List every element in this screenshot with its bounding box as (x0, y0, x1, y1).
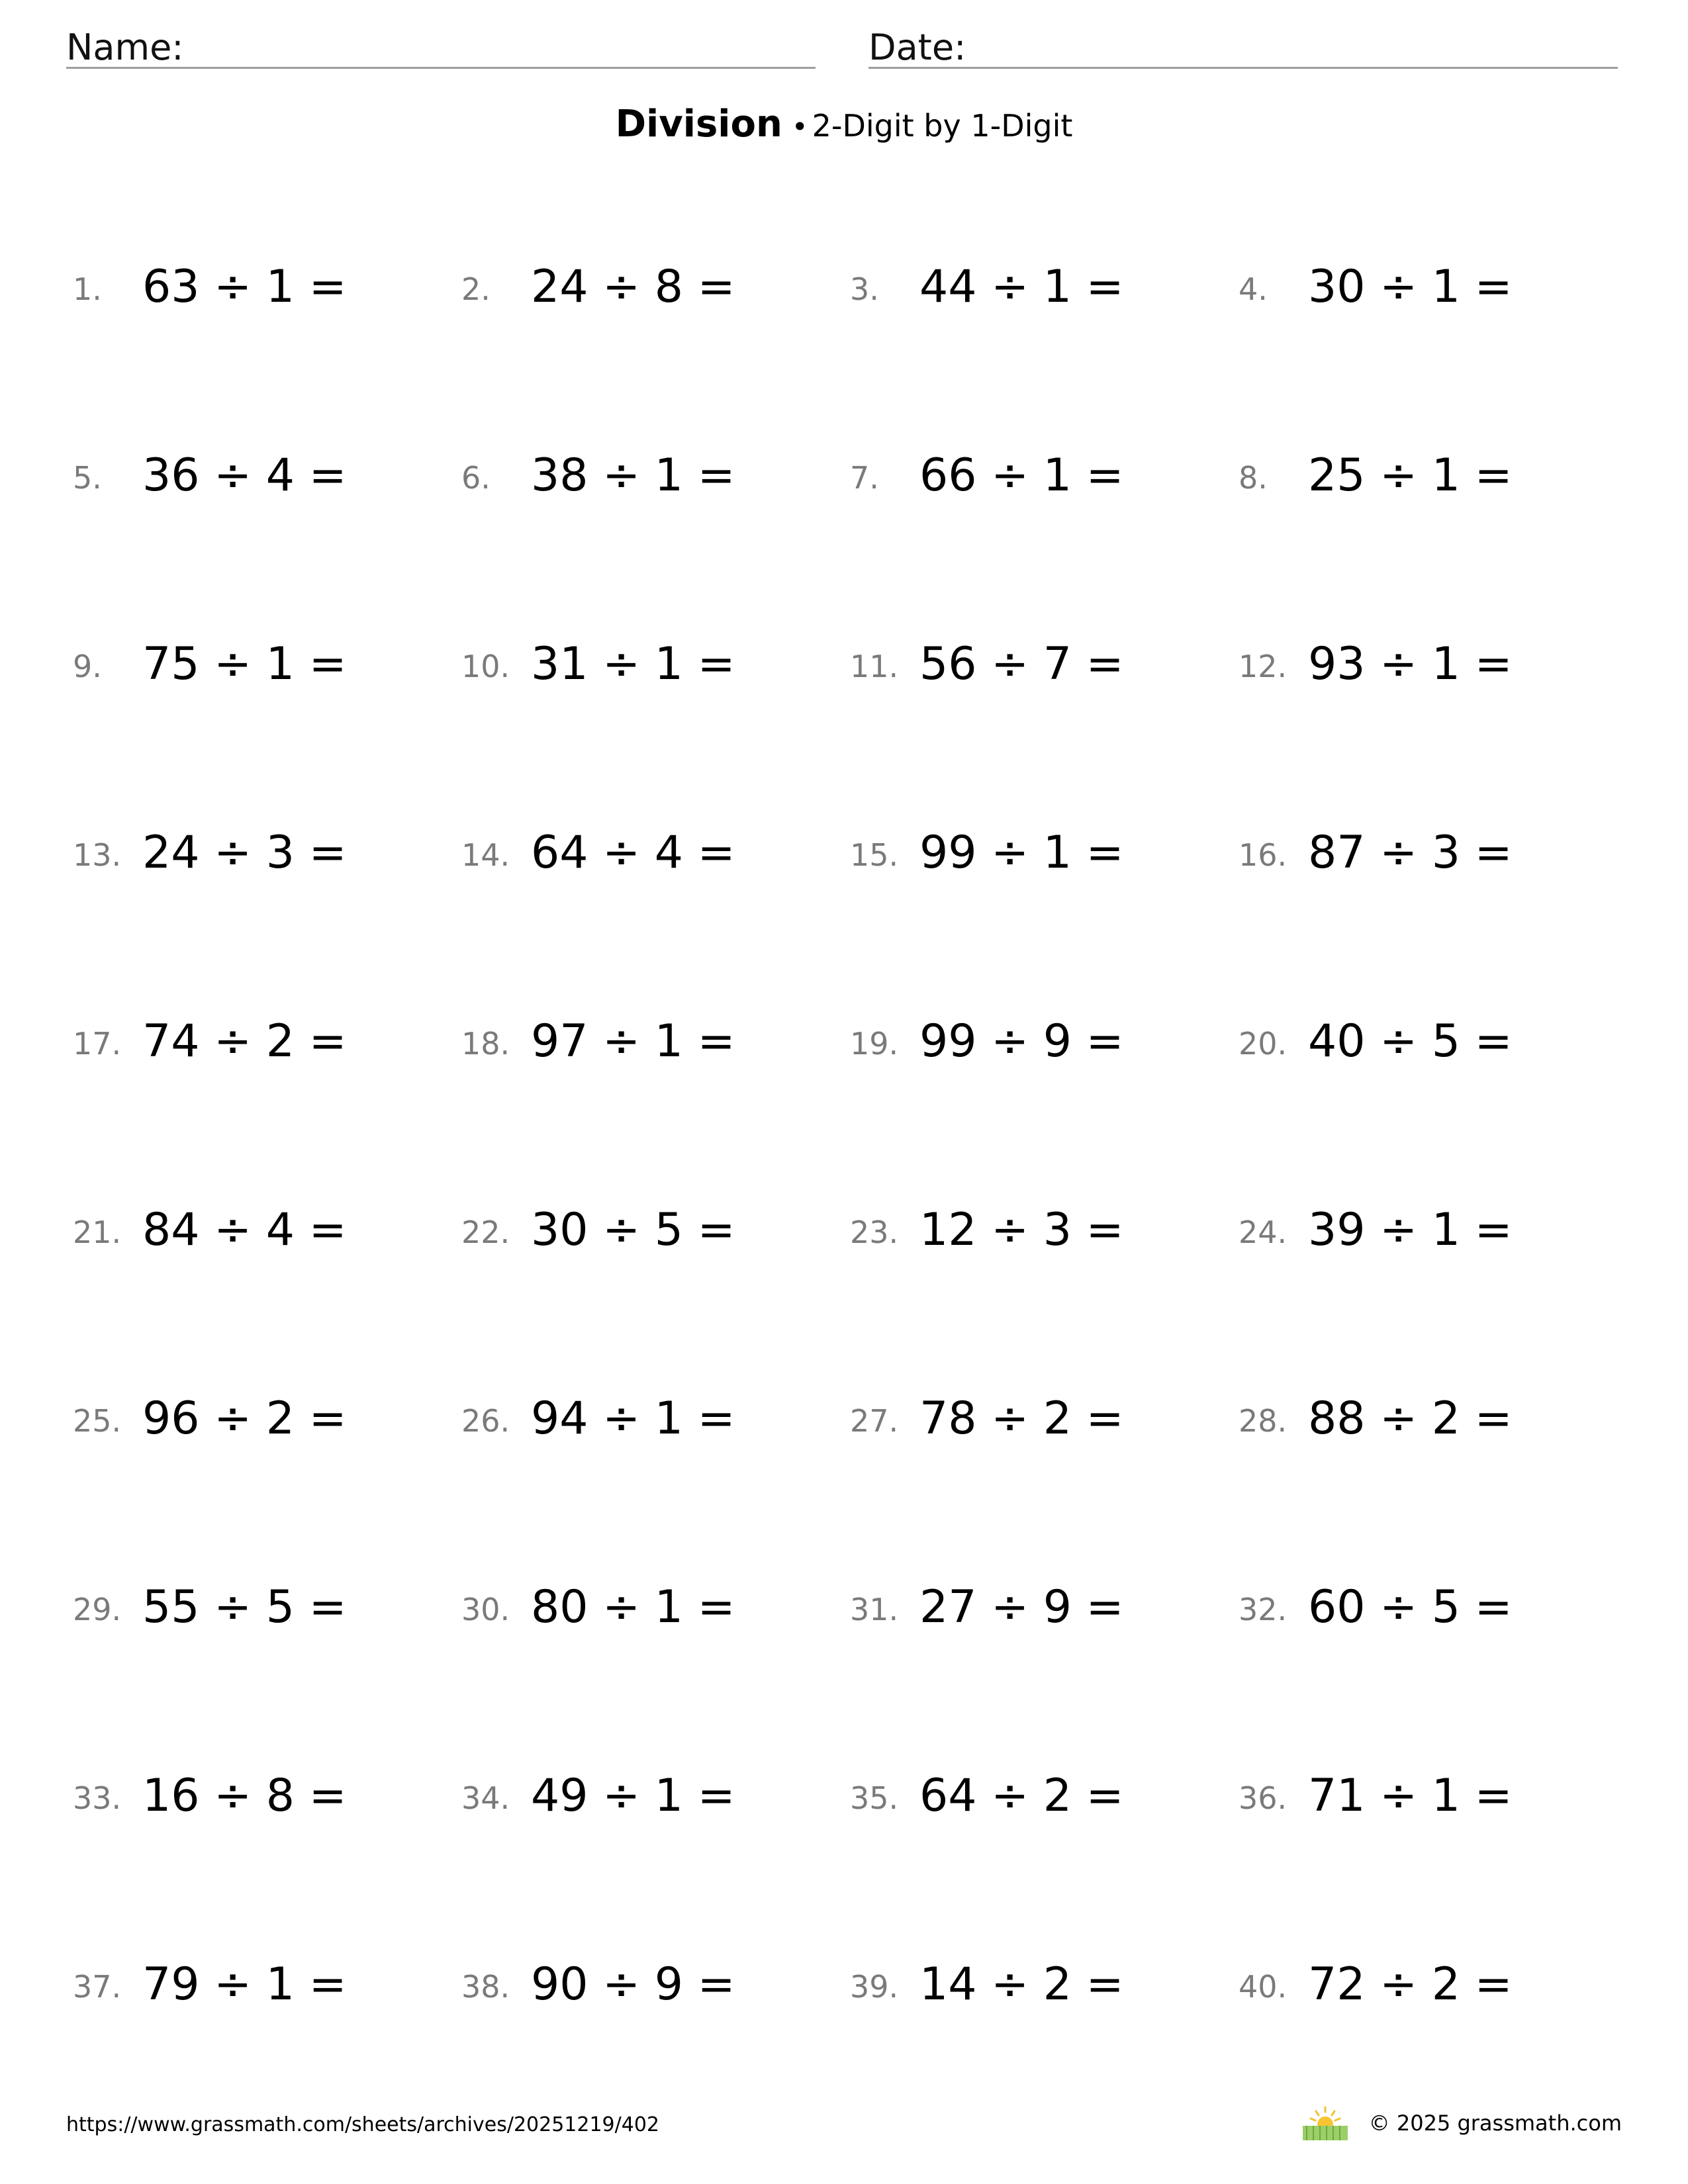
problem-expression: 71 ÷ 1 = (1308, 1770, 1513, 1822)
problem-number: 26. (461, 1403, 510, 1439)
problem-expression: 78 ÷ 2 = (919, 1392, 1124, 1445)
problem-expression: 87 ÷ 3 = (1308, 827, 1513, 879)
problem-number: 23. (850, 1214, 899, 1250)
problem-expression: 49 ÷ 1 = (531, 1770, 735, 1822)
problem-number: 6. (461, 460, 491, 496)
copyright-text: © 2025 grassmath.com (1368, 2111, 1622, 2136)
problem-number: 17. (73, 1026, 122, 1062)
title-separator: • (791, 111, 808, 143)
problem-number: 36. (1239, 1780, 1288, 1816)
problem-number: 33. (73, 1780, 122, 1816)
problem-number: 12. (1239, 649, 1288, 684)
problem-number: 11. (850, 649, 899, 684)
problem-expression: 24 ÷ 8 = (531, 261, 735, 313)
problem-number: 34. (461, 1780, 510, 1816)
problem-expression: 99 ÷ 9 = (919, 1015, 1124, 1068)
problem-expression: 90 ÷ 9 = (531, 1958, 735, 2011)
worksheet-title (0, 103, 1688, 146)
problem-expression: 25 ÷ 1 = (1308, 449, 1513, 502)
problem-expression: 66 ÷ 1 = (919, 449, 1124, 502)
problem-number: 8. (1239, 460, 1268, 496)
problem-expression: 60 ÷ 5 = (1308, 1581, 1513, 1633)
problem-number: 3. (850, 271, 879, 307)
problem-expression: 72 ÷ 2 = (1308, 1958, 1513, 2011)
problem-expression: 30 ÷ 1 = (1308, 261, 1513, 313)
problem-expression: 55 ÷ 5 = (142, 1581, 347, 1633)
problem-number: 7. (850, 460, 879, 496)
problem-number: 13. (73, 837, 122, 873)
problem-number: 40. (1239, 1969, 1288, 2005)
grass-sun-logo-icon (1301, 2105, 1349, 2142)
problem-expression: 96 ÷ 2 = (142, 1392, 347, 1445)
problem-expression: 64 ÷ 4 = (531, 827, 735, 879)
problem-expression: 97 ÷ 1 = (531, 1015, 735, 1068)
problem-expression: 56 ÷ 7 = (919, 638, 1124, 690)
problem-number: 35. (850, 1780, 899, 1816)
problem-number: 14. (461, 837, 510, 873)
problem-expression: 27 ÷ 9 = (919, 1581, 1124, 1633)
problem-number: 29. (73, 1592, 122, 1627)
problem-number: 27. (850, 1403, 899, 1439)
problem-number: 22. (461, 1214, 510, 1250)
problem-number: 38. (461, 1969, 510, 2005)
problem-number: 1. (73, 271, 102, 307)
problem-number: 25. (73, 1403, 122, 1439)
problem-expression: 39 ÷ 1 = (1308, 1204, 1513, 1256)
problem-number: 28. (1239, 1403, 1288, 1439)
problem-number: 10. (461, 649, 510, 684)
problem-expression: 36 ÷ 4 = (142, 449, 347, 502)
problem-expression: 31 ÷ 1 = (531, 638, 735, 690)
problem-number: 16. (1239, 837, 1288, 873)
problem-number: 21. (73, 1214, 122, 1250)
problem-number: 20. (1239, 1026, 1288, 1062)
problem-number: 18. (461, 1026, 510, 1062)
date-field[interactable] (868, 24, 1618, 69)
problem-number: 19. (850, 1026, 899, 1062)
problem-number: 31. (850, 1592, 899, 1627)
problem-number: 37. (73, 1969, 122, 2005)
problem-expression: 16 ÷ 8 = (142, 1770, 347, 1822)
problem-expression: 30 ÷ 5 = (531, 1204, 735, 1256)
problem-expression: 80 ÷ 1 = (531, 1581, 735, 1633)
problem-number: 4. (1239, 271, 1268, 307)
problem-expression: 79 ÷ 1 = (142, 1958, 347, 2011)
title-subtitle: 2-Digit by 1-Digit (812, 108, 1073, 144)
name-label: Name: (66, 26, 184, 68)
problem-number: 30. (461, 1592, 510, 1627)
footer-branding (1301, 2103, 1622, 2143)
problem-number: 5. (73, 460, 102, 496)
problem-number: 39. (850, 1969, 899, 2005)
problem-expression: 94 ÷ 1 = (531, 1392, 735, 1445)
problem-expression: 14 ÷ 2 = (919, 1958, 1124, 2011)
problem-expression: 64 ÷ 2 = (919, 1770, 1124, 1822)
problem-expression: 99 ÷ 1 = (919, 827, 1124, 879)
problem-expression: 44 ÷ 1 = (919, 261, 1124, 313)
problem-expression: 84 ÷ 4 = (142, 1204, 347, 1256)
problem-grid (73, 251, 1622, 2171)
problem-number: 15. (850, 837, 899, 873)
problem-expression: 74 ÷ 2 = (142, 1015, 347, 1068)
problem-expression: 38 ÷ 1 = (531, 449, 735, 502)
problem-expression: 88 ÷ 2 = (1308, 1392, 1513, 1445)
problem-expression: 75 ÷ 1 = (142, 638, 347, 690)
problem-expression: 12 ÷ 3 = (919, 1204, 1124, 1256)
problem-expression: 63 ÷ 1 = (142, 261, 347, 313)
footer-url: https://www.grassmath.com/sheets/archives/20251219/402 (66, 2113, 660, 2136)
problem-expression: 93 ÷ 1 = (1308, 638, 1513, 690)
problem-number: 32. (1239, 1592, 1288, 1627)
problem-number: 9. (73, 649, 102, 684)
problem-number: 2. (461, 271, 491, 307)
title-main: Division (615, 103, 782, 146)
problem-expression: 24 ÷ 3 = (142, 827, 347, 879)
problem-expression: 40 ÷ 5 = (1308, 1015, 1513, 1068)
problem-number: 24. (1239, 1214, 1288, 1250)
date-label: Date: (868, 26, 966, 68)
name-field[interactable] (66, 24, 816, 69)
